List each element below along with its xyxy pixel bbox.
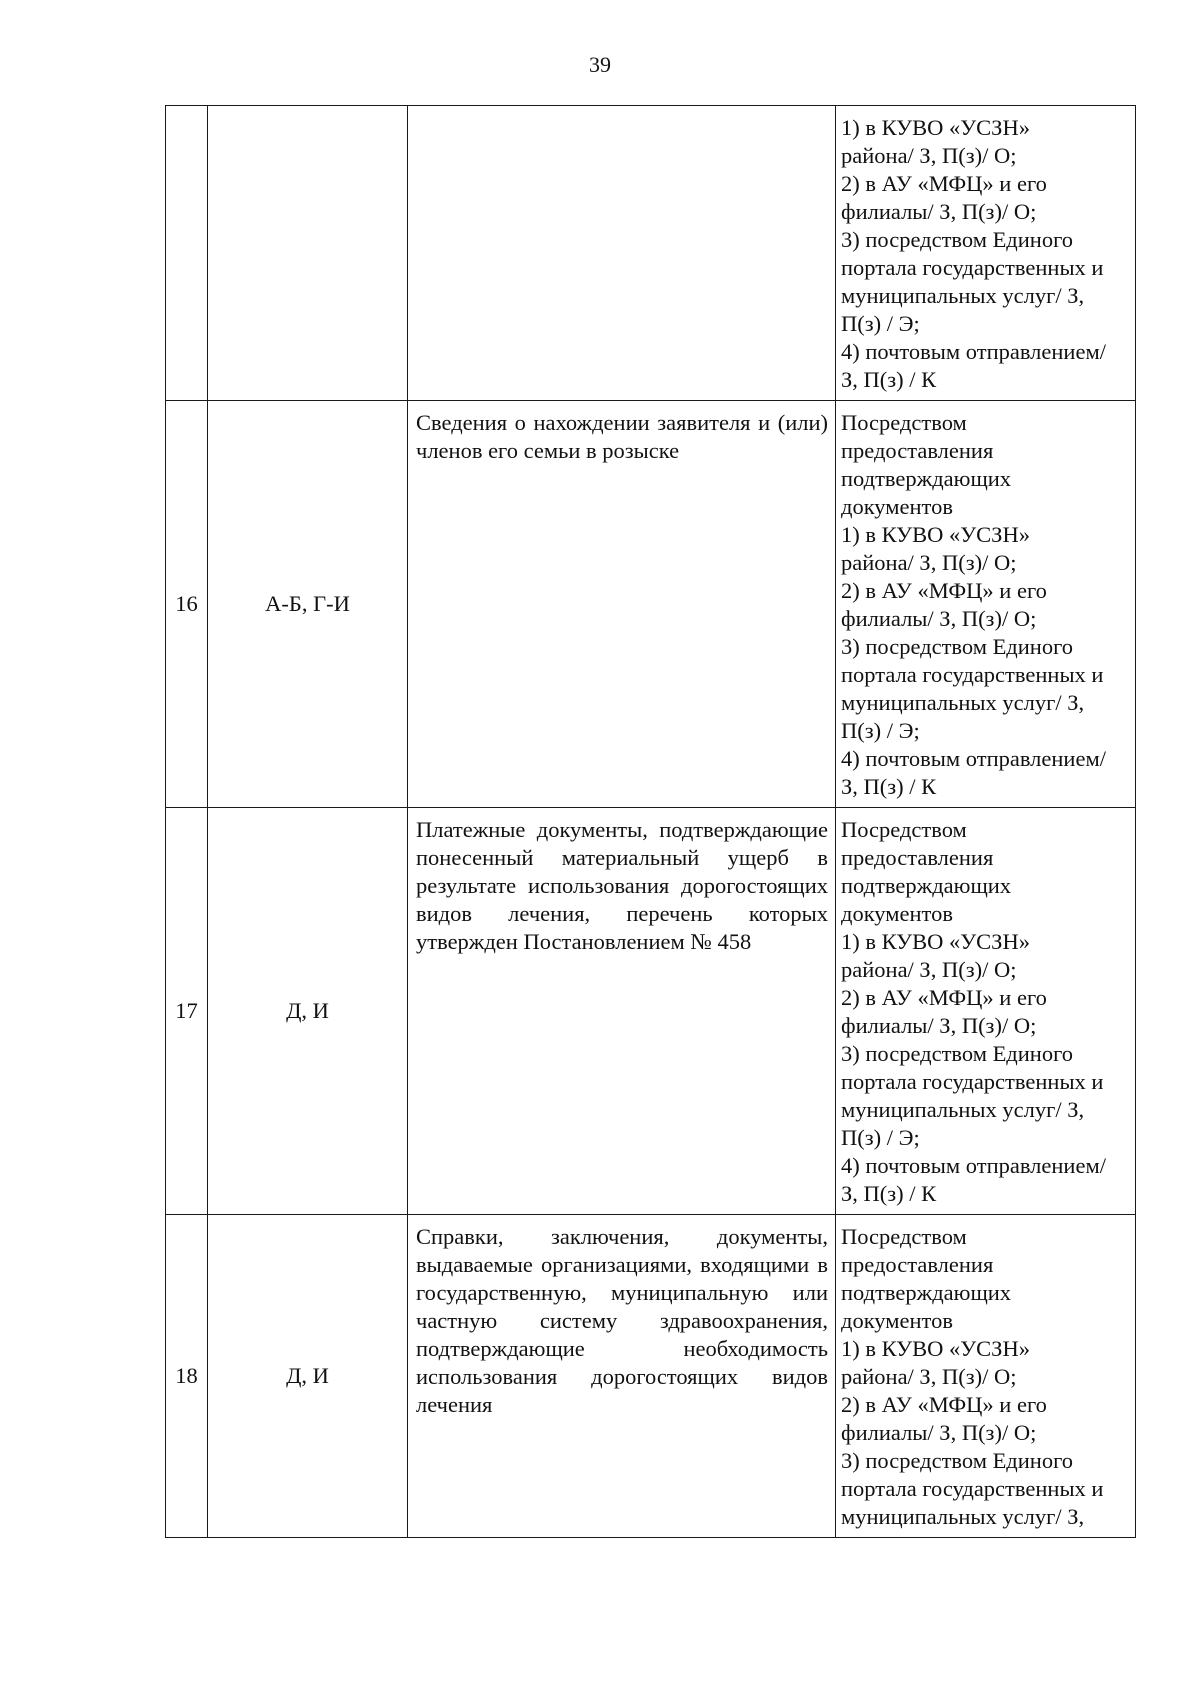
method-line: района/ З, П(з)/ О; <box>841 550 1017 575</box>
table-row <box>166 808 1136 1215</box>
method-line: 2) в АУ «МФЦ» и его <box>841 985 1047 1010</box>
method-line: района/ З, П(з)/ О; <box>841 143 1017 168</box>
row-categories-cell: А-Б, Г-И <box>208 401 408 808</box>
method-line: портала государственных и <box>841 1476 1104 1501</box>
documents-table-body <box>166 106 1136 1538</box>
row-number-cell: 17 <box>166 808 208 1215</box>
row-method-cell <box>836 1215 1136 1538</box>
method-text <box>836 808 1135 1214</box>
method-line: П(з) / Э; <box>841 1125 920 1150</box>
method-line: предоставления <box>841 1252 994 1277</box>
table-row <box>166 1215 1136 1538</box>
method-line: портала государственных и <box>841 255 1104 280</box>
method-line: муниципальных услуг/ З, <box>841 1504 1085 1529</box>
row-document-cell <box>408 808 836 1215</box>
method-line: филиалы/ З, П(з)/ О; <box>841 199 1037 224</box>
method-line: предоставления <box>841 438 994 463</box>
method-line: З, П(з) / К <box>841 1181 937 1206</box>
row-document-cell <box>408 1215 836 1538</box>
method-text <box>836 106 1135 400</box>
method-line: З, П(з) / К <box>841 367 937 392</box>
method-line: филиалы/ З, П(з)/ О; <box>841 606 1037 631</box>
method-line: 3) посредством Единого <box>841 227 1074 252</box>
method-line: 3) посредством Единого <box>841 634 1074 659</box>
row-number-cell: 16 <box>166 401 208 808</box>
method-line: 1) в КУВО «УСЗН» <box>841 1336 1030 1361</box>
row-categories-cell: Д, И <box>208 808 408 1215</box>
method-line: 1) в КУВО «УСЗН» <box>841 929 1030 954</box>
documents-table <box>165 105 1136 1538</box>
method-text <box>836 401 1135 807</box>
method-line: 4) почтовым отправлением/ <box>841 339 1106 364</box>
method-line: филиалы/ З, П(з)/ О; <box>841 1420 1037 1445</box>
method-line: портала государственных и <box>841 1069 1104 1094</box>
row-method-cell <box>836 808 1136 1215</box>
method-line: филиалы/ З, П(з)/ О; <box>841 1013 1037 1038</box>
method-line: 1) в КУВО «УСЗН» <box>841 115 1030 140</box>
method-line: района/ З, П(з)/ О; <box>841 957 1017 982</box>
row-number-cell: 18 <box>166 1215 208 1538</box>
row-method-cell <box>836 401 1136 808</box>
method-line: документов <box>841 1308 953 1333</box>
row-document-cell <box>408 106 836 401</box>
method-line: подтверждающих <box>841 466 1012 491</box>
document-text: Сведения о нахождении заявителя и (или) членов его семьи в розыске <box>416 410 828 463</box>
method-line: З, П(з) / К <box>841 774 937 799</box>
table-row <box>166 106 1136 401</box>
method-line: Посредством <box>841 817 967 842</box>
method-line: портала государственных и <box>841 662 1104 687</box>
method-line: документов <box>841 901 953 926</box>
method-line: Посредством <box>841 410 967 435</box>
method-line: П(з) / Э; <box>841 718 920 743</box>
table-row <box>166 401 1136 808</box>
method-line: 1) в КУВО «УСЗН» <box>841 522 1030 547</box>
document-text: Справки, заключения, документы, выдаваемые организациями, входящими в государственную, муниципальную или частную систему здравоохранения, подтверждающие необходимость использования дорогостоящих видов лечения <box>416 1224 828 1417</box>
method-line: муниципальных услуг/ З, <box>841 283 1085 308</box>
row-method-cell <box>836 106 1136 401</box>
method-line: П(з) / Э; <box>841 311 920 336</box>
method-line: 2) в АУ «МФЦ» и его <box>841 171 1047 196</box>
row-number-cell <box>166 106 208 401</box>
row-categories-cell: Д, И <box>208 1215 408 1538</box>
method-line: района/ З, П(з)/ О; <box>841 1364 1017 1389</box>
row-document-cell <box>408 401 836 808</box>
method-line: 4) почтовым отправлением/ <box>841 746 1106 771</box>
method-line: 4) почтовым отправлением/ <box>841 1153 1106 1178</box>
method-line: подтверждающих <box>841 1280 1012 1305</box>
method-line: 2) в АУ «МФЦ» и его <box>841 1392 1047 1417</box>
page-number: 39 <box>589 52 611 77</box>
method-line: 3) посредством Единого <box>841 1448 1074 1473</box>
method-line: 2) в АУ «МФЦ» и его <box>841 578 1047 603</box>
method-line: подтверждающих <box>841 873 1012 898</box>
method-line: 3) посредством Единого <box>841 1041 1074 1066</box>
document-text: Платежные документы, подтверждающие понесенный материальный ущерб в результате использования дорогостоящих видов лечения, перечень которых утвержден Постановлением № 458 <box>416 817 828 954</box>
method-line: документов <box>841 494 953 519</box>
method-text <box>836 1215 1135 1537</box>
method-line: муниципальных услуг/ З, <box>841 690 1085 715</box>
document-text <box>408 106 835 120</box>
row-categories-cell <box>208 106 408 401</box>
method-line: Посредством <box>841 1224 967 1249</box>
method-line: муниципальных услуг/ З, <box>841 1097 1085 1122</box>
method-line: предоставления <box>841 845 994 870</box>
